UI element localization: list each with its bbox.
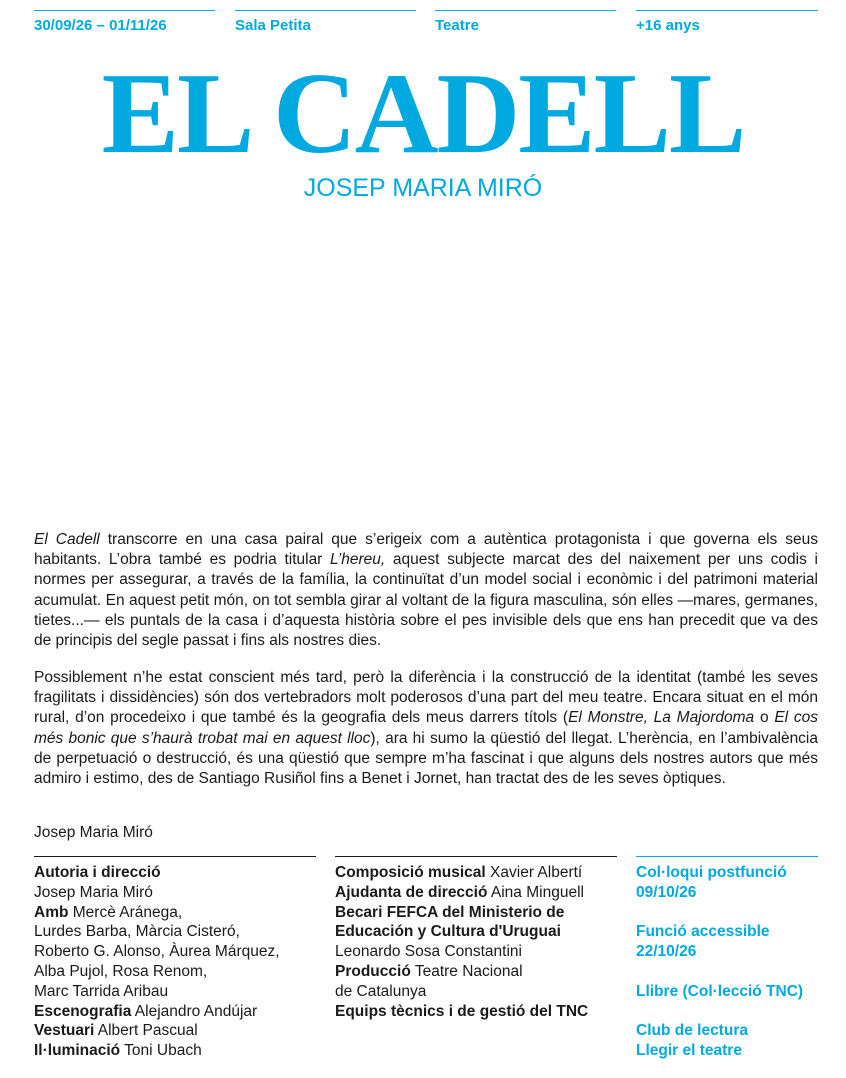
cast-line: Marc Tarrida Aribau: [34, 982, 169, 1000]
assistant-director-credit: Ajudanta de direcció Aina Minguell: [335, 883, 584, 901]
cast-line: Lurdes Barba, Màrcia Cisteró,: [34, 923, 240, 941]
book-label: Llibre (Col·lecció TNC): [636, 982, 804, 1000]
fellow-value: Leonardo Sosa Constantini: [335, 943, 522, 961]
play-title: EL CADELL: [101, 50, 745, 178]
cast-line: Alba Pujol, Rosa Renom,: [34, 962, 208, 980]
credits-column-2: [335, 856, 617, 1021]
production-credit: Producció Teatre Nacional: [335, 962, 523, 980]
meta-dates: 30/09/26 – 01/11/26: [34, 10, 215, 40]
signature: Josep Maria Miró: [34, 824, 153, 841]
cast-line: Roberto G. Alonso, Àurea Márquez,: [34, 943, 280, 961]
accessible-label: Funció accessible: [636, 923, 770, 941]
activities-column: [636, 856, 818, 1061]
titles-italic: El Monstre, La Majordoma: [568, 709, 755, 727]
meta-age-rating: +16 anys: [636, 10, 818, 40]
club-block: [636, 1021, 818, 1061]
meta-venue: Sala Petita: [235, 10, 416, 40]
accessible-block: [636, 922, 818, 962]
colloquium-block: [636, 863, 818, 903]
play-author: JOSEP MARIA MIRÓ: [303, 174, 543, 202]
alt-title-italic: L’hereu,: [330, 551, 386, 569]
authorship-value: Josep Maria Miró: [34, 883, 153, 901]
colloquium-label: Col·loqui postfunció: [636, 864, 787, 881]
description-paragraph-1: El Cadell transcorre en una casa pairal que s’erigeix com a autèntica protagonista i que governa els seus habitants. L’obra també es podria titular L’hereu, aquest subjecte marcat des del naixement per uns codis i normes per assegurar, a través de la família, la continuïtat d’un model social i econòmic i del patrimoni material acumulat. En aquest petit món, on tot sembla girar al voltant de la figura masculina, són elles —mares, germanes, tietes...— els puntals de la casa i d’aquesta història sobre el pes invisible dels que ens han precedit que va des de principis del segle passat i fins als nostres dies.: [34, 531, 819, 650]
club-subtitle: Llegir el teatre: [636, 1042, 742, 1060]
colloquium-date: 09/10/26: [636, 883, 697, 901]
music-credit: Composició musical Xavier Albertí: [335, 864, 583, 881]
production-credit-cont: de Catalunya: [335, 982, 427, 1000]
set-design-credit: Escenografia Alejandro Andújar: [34, 1002, 258, 1020]
teams-credit: Equips tècnics i de gestió del TNC: [335, 1002, 589, 1020]
meta-genre: Teatre: [435, 10, 616, 40]
description-paragraph-2: Possiblement n’he estat conscient més tard, però la diferència i la construcció de la identitat (també les seves fragilitats i dissidències) són dos vertebradors molt poderosos d’una part del meu teatre. Encara situat en el món rural, d’on procedeixo i que també és la geografia dels meus darrers títols (El Monstre, La Majordoma o El cos més bonic que s’haurà trobat mai en aquest lloc), ara hi sumo la qüestió del llegat. L’herència, en l’ambivalència de perpetuació o destrucció, és una qüestió que sempre m’ha fascinat i que alguns dels nostres autors que més admiro i estimo, des de Santiago Rusiñol fins a Benet i Jornet, han tractat des de les seves òptiques.: [34, 669, 819, 788]
costume-credit: Vestuari Albert Pascual: [34, 1022, 198, 1040]
lighting-credit: Il·luminació Toni Ubach: [34, 1042, 202, 1060]
fellow-label: Educación y Cultura d'Uruguai: [335, 923, 561, 941]
fellow-label: Becari FEFCA del Ministerio de: [335, 903, 565, 921]
book-block: [636, 982, 818, 1002]
cast-line: Amb Mercè Aránega,: [34, 903, 183, 921]
title-italic: El cos més bonic que s’haurà trobat mai en aquest lloc: [34, 709, 818, 747]
credits-column-1: [34, 856, 316, 1061]
club-label: Club de lectura: [636, 1022, 748, 1040]
play-title-italic: El Cadell: [34, 531, 100, 548]
authorship-label: Autoria i direcció: [34, 864, 161, 881]
accessible-date: 22/10/26: [636, 943, 697, 961]
